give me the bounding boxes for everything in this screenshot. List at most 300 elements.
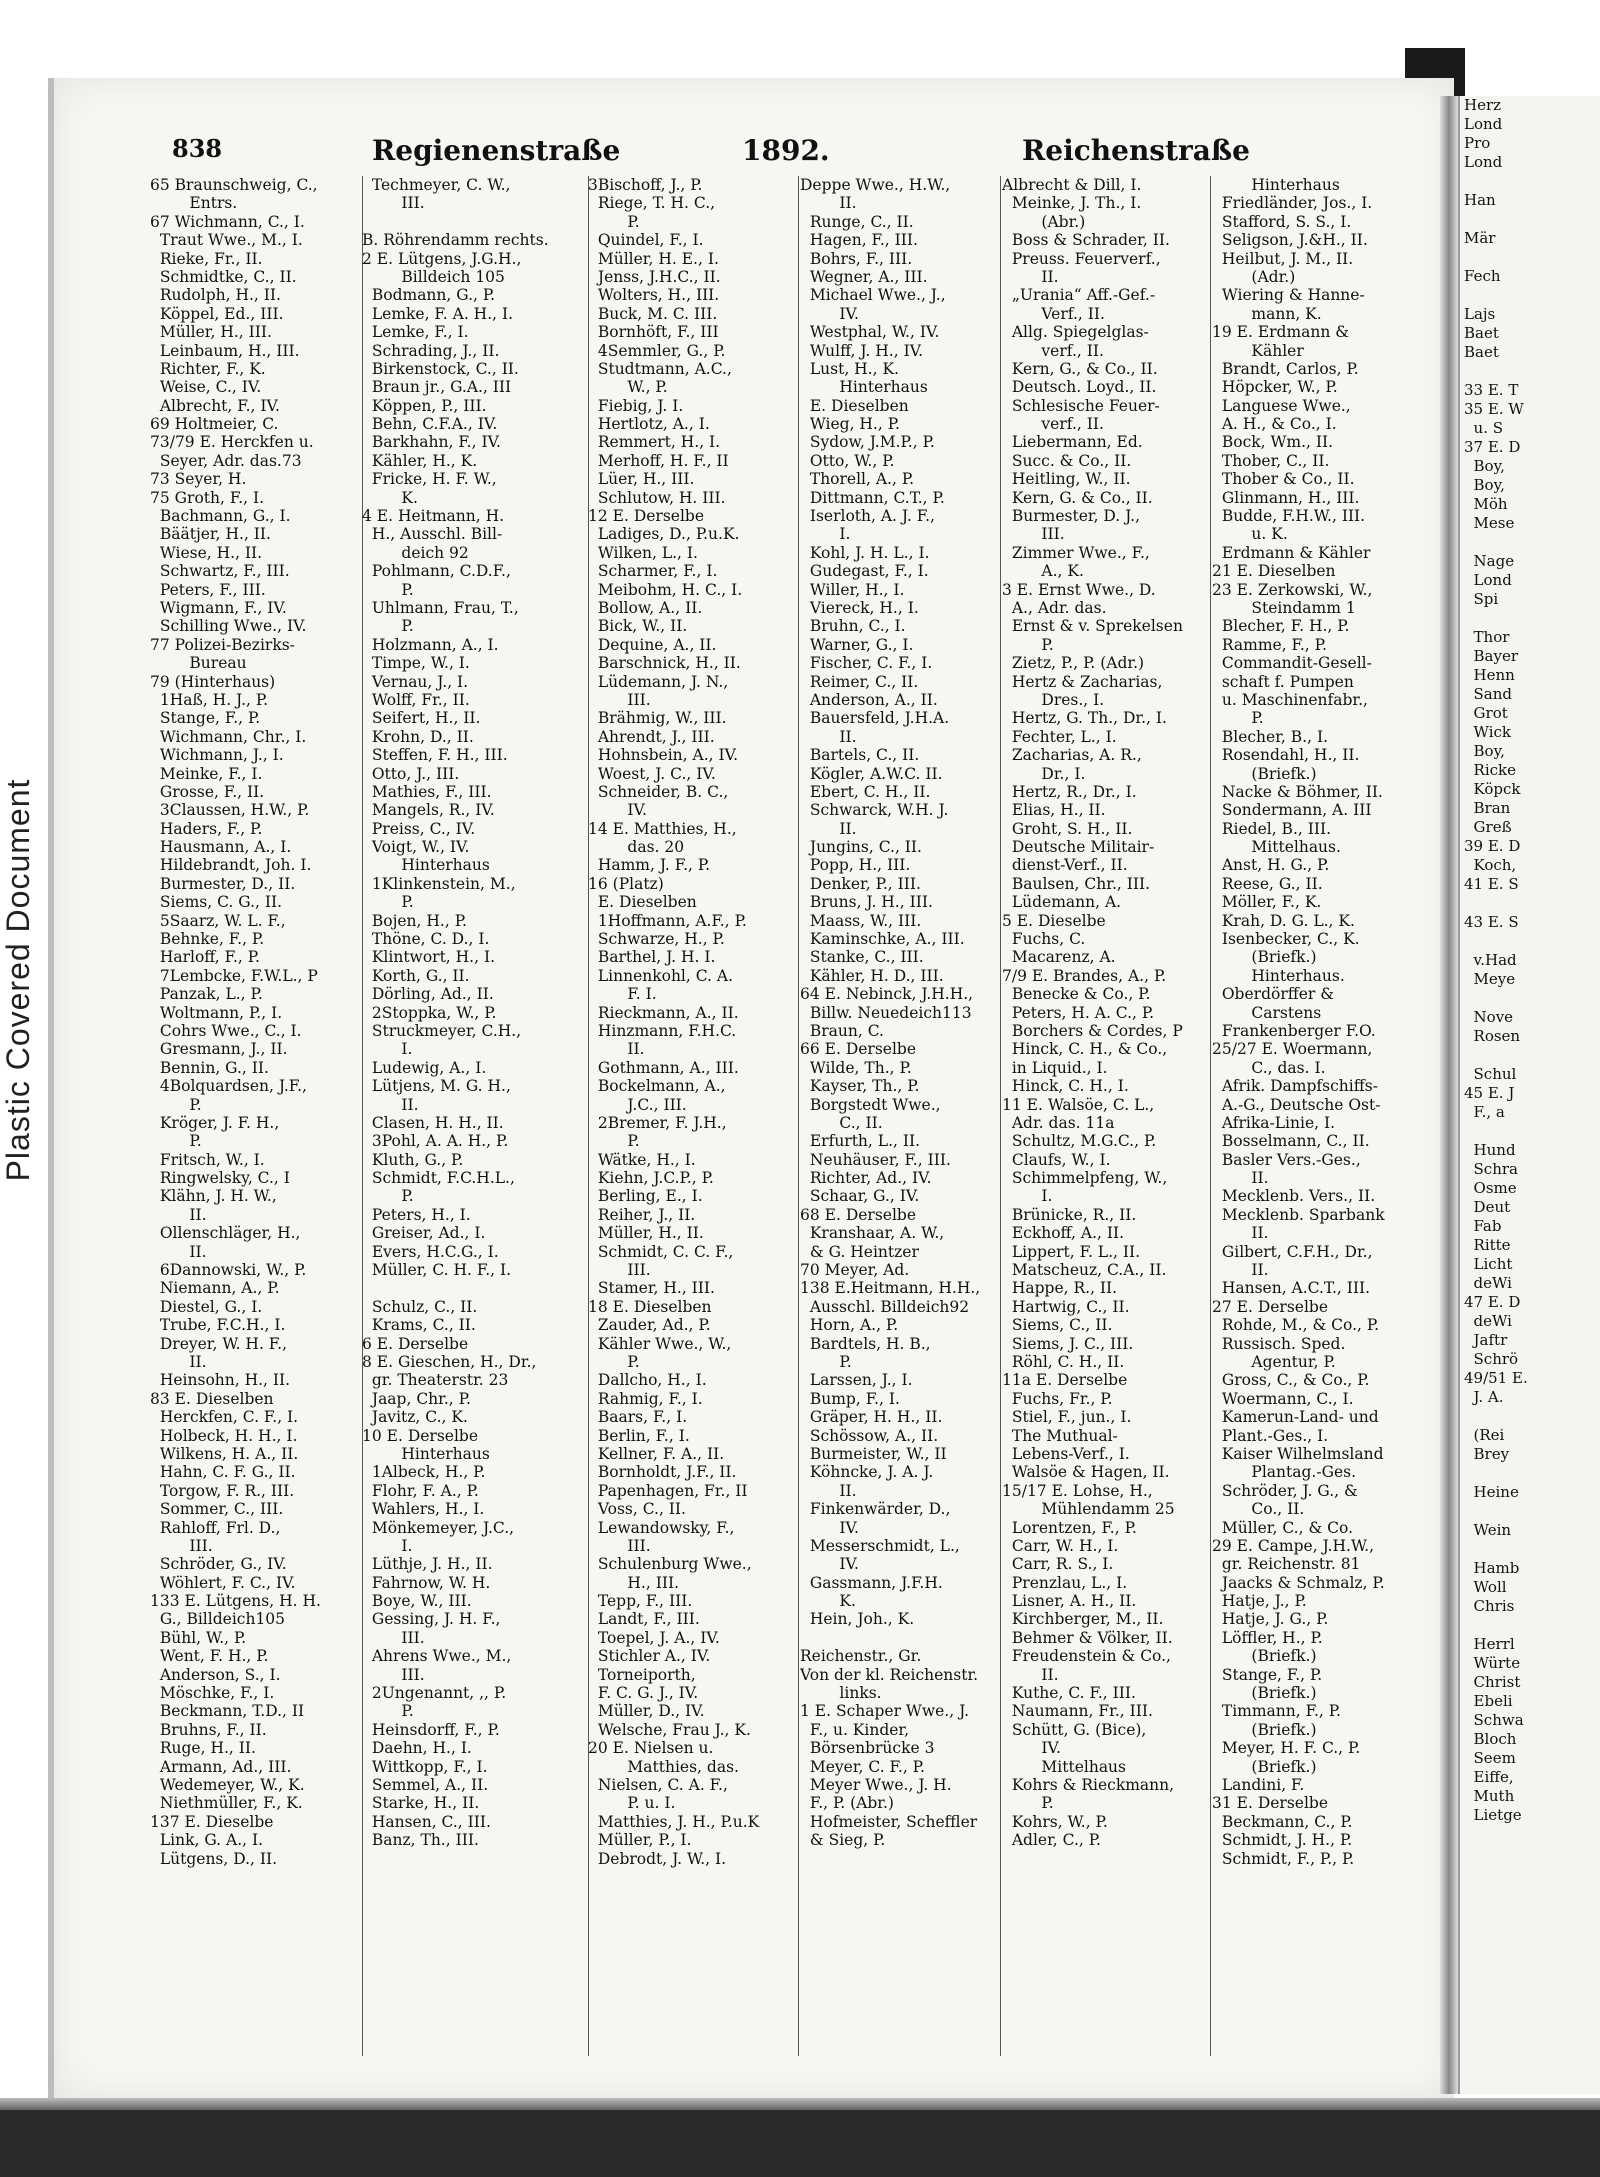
- directory-entry: Meibohm, H. C., I.: [588, 580, 743, 599]
- directory-entry: Hofmeister, Scheffler: [800, 1812, 978, 1831]
- directory-entry: Peters, F., III.: [150, 580, 266, 599]
- directory-entry: Börsenbrücke 3: [800, 1739, 935, 1758]
- next-page-fragment: Ritte: [1464, 1236, 1511, 1254]
- next-page-fragment: Möh: [1464, 495, 1508, 513]
- directory-entry: Wahlers, H., I.: [362, 1500, 485, 1519]
- next-page-fragment: Pro: [1464, 134, 1491, 152]
- directory-entry: Kohrs & Rieckmann,: [1002, 1775, 1175, 1794]
- next-page-fragment: 33 E. T: [1464, 381, 1519, 399]
- directory-entry: Hinck, C. H., I.: [1002, 1077, 1129, 1096]
- directory-entry: Hartwig, C., II.: [1002, 1297, 1130, 1316]
- directory-entry: J.C., III.: [588, 1095, 687, 1114]
- directory-entry: Elias, H., II.: [1002, 801, 1106, 820]
- directory-entry: Boye, W., III.: [362, 1592, 472, 1611]
- directory-entry: 18 E. Dieselben: [588, 1297, 712, 1316]
- directory-entry: Stiel, F., jun., I.: [1002, 1408, 1132, 1427]
- page-header: [172, 134, 1432, 174]
- directory-entry: Kaiser Wilhelmsland: [1212, 1444, 1384, 1463]
- directory-entry: Bureau: [150, 654, 247, 673]
- next-page-fragment: [1460, 1407, 1600, 1426]
- directory-entry: Braun, C.: [800, 1021, 884, 1040]
- directory-entry: Wigmann, F., IV.: [150, 598, 287, 617]
- directory-entry: Kirchberger, M., II.: [1002, 1610, 1164, 1629]
- directory-entry: 29 E. Campe, J.H.W.,: [1212, 1536, 1375, 1555]
- directory-entry: Schlutow, H. III.: [588, 488, 726, 507]
- next-page-fragment: Wein: [1464, 1521, 1512, 1539]
- directory-entry: K.: [800, 1592, 856, 1611]
- directory-entry: I.: [1002, 1187, 1053, 1206]
- directory-entry: Müller, C. H. F., I.: [362, 1261, 512, 1280]
- directory-entry: [362, 1279, 587, 1297]
- street-heading-left: Regienenstraße: [372, 134, 621, 167]
- directory-entry: Bennin, G., II.: [150, 1058, 269, 1077]
- directory-entry: Schmidt, C. C. F.,: [588, 1242, 734, 1261]
- directory-column-2: [362, 176, 587, 2086]
- directory-entry: IV.: [800, 1555, 859, 1574]
- directory-entry: Hansen, A.C.T., III.: [1212, 1279, 1371, 1298]
- directory-entry: 75 Groth, F., I.: [150, 488, 265, 507]
- directory-entry: Hinterhaus: [362, 1444, 490, 1463]
- next-page-fragment: Boy,: [1464, 742, 1505, 760]
- directory-entry: The Muthual-: [1002, 1426, 1118, 1445]
- directory-entry: Riedel, B., III.: [1212, 819, 1332, 838]
- directory-entry: in Liquid., I.: [1002, 1058, 1108, 1077]
- scan-background-top: [0, 0, 1600, 40]
- directory-entry: Kähler Wwe., W.,: [588, 1334, 732, 1353]
- directory-entry: 14 E. Matthies, H.,: [588, 819, 737, 838]
- directory-entry: 4Bolquardsen, J.F.,: [150, 1077, 307, 1096]
- directory-entry: Zauder, Ad., P.: [588, 1316, 711, 1335]
- directory-entry: Popp, H., III.: [800, 856, 911, 875]
- directory-entry: Haders, F., P.: [150, 819, 263, 838]
- directory-entry: Freudenstein & Co.,: [1002, 1647, 1171, 1666]
- directory-entry: Allg. Spiegelglas-: [1002, 323, 1149, 342]
- directory-entry: Deutsche Militair-: [1002, 838, 1155, 857]
- directory-entry: Gresmann, J., II.: [150, 1040, 288, 1059]
- next-page-fragment: [1460, 286, 1600, 305]
- directory-entry: Ramme, F., P.: [1212, 635, 1327, 654]
- directory-entry: u. K.: [1212, 525, 1288, 544]
- directory-entry: Messerschmidt, L.,: [800, 1536, 960, 1555]
- next-page-fragment: Hamb: [1464, 1559, 1520, 1577]
- directory-entry: 1Hoffmann, A.F., P.: [588, 911, 747, 930]
- directory-entry: Nacke & Böhmer, II.: [1212, 782, 1383, 801]
- directory-entry: Wätke, H., I.: [588, 1150, 696, 1169]
- directory-entry: Lewandowsky, F.,: [588, 1518, 735, 1537]
- directory-entry: Bühl, W., P.: [150, 1628, 247, 1647]
- directory-entry: Dequine, A., II.: [588, 635, 717, 654]
- directory-entry: Hein, Joh., K.: [800, 1610, 915, 1629]
- directory-entry: 6Dannowski, W., P.: [150, 1261, 307, 1280]
- directory-entry: P.: [800, 1353, 852, 1371]
- directory-entry: (Adr.): [1212, 267, 1296, 286]
- directory-entry: 2Stoppka, W., P.: [362, 1003, 497, 1022]
- directory-entry: Rudolph, H., II.: [150, 286, 281, 305]
- directory-entry: Erfurth, L., II.: [800, 1132, 921, 1151]
- directory-entry: Hertz, G. Th., Dr., I.: [1002, 709, 1167, 728]
- directory-entry: Deppe Wwe., H.W.,: [800, 176, 951, 194]
- directory-entry: Larssen, J., I.: [800, 1371, 913, 1390]
- directory-entry: Isenbecker, C., K.: [1212, 930, 1360, 949]
- directory-entry: Schröder, J. G., &: [1212, 1481, 1358, 1500]
- directory-entry: Röhl, C. H., II.: [1002, 1353, 1125, 1371]
- directory-entry: 3Claussen, H.W., P.: [150, 801, 310, 820]
- directory-entry: C., das. I.: [1212, 1058, 1326, 1077]
- directory-entry: F. I.: [588, 985, 657, 1004]
- directory-entry: Bruns, J. H., III.: [800, 893, 933, 912]
- directory-entry: Albrecht & Dill, I.: [1002, 176, 1142, 194]
- directory-entry: E. Dieselben: [588, 893, 697, 912]
- directory-entry: Niemann, A., P.: [150, 1279, 280, 1298]
- directory-entry: Hagen, F., III.: [800, 231, 918, 250]
- directory-entry: Voss, C., II.: [588, 1500, 686, 1519]
- directory-entry: 19 E. Erdmann &: [1212, 323, 1350, 342]
- directory-entry: Bornholdt, J.F., II.: [588, 1463, 737, 1482]
- directory-entry: Fiebig, J. I.: [588, 396, 684, 415]
- next-page-fragment: Eiffe,: [1464, 1768, 1514, 1786]
- directory-entry: Wolters, H., III.: [588, 286, 720, 305]
- directory-entry: Lebens-Verf., I.: [1002, 1444, 1130, 1463]
- next-page-fragment: Wick: [1464, 723, 1511, 741]
- next-page-fragment: [1460, 894, 1600, 913]
- next-page-fragment: Brey: [1464, 1445, 1510, 1463]
- page-gutter: [1440, 96, 1458, 2094]
- directory-entry: 10 E. Derselbe: [362, 1426, 479, 1445]
- next-page-fragment: 45 E. J: [1464, 1084, 1515, 1102]
- directory-entry: Hinterhaus: [1212, 176, 1340, 194]
- directory-entry: Siems, C., II.: [1002, 1316, 1113, 1335]
- next-page-fragment: Lajs: [1464, 305, 1496, 323]
- directory-entry: II.: [362, 1095, 419, 1114]
- directory-entry: Woest, J. C., IV.: [588, 764, 716, 783]
- directory-entry: Schulz, C., II.: [362, 1297, 478, 1316]
- directory-entry: 23 E. Zerkowski, W.,: [1212, 580, 1373, 599]
- directory-entry: Kohrs, W., P.: [1002, 1812, 1108, 1831]
- directory-entry: Friedländer, Jos., I.: [1212, 194, 1373, 213]
- directory-entry: A. H., & Co., I.: [1212, 415, 1337, 434]
- directory-entry: 25/27 E. Woermann,: [1212, 1040, 1373, 1059]
- directory-entry: Hohnsbein, A., IV.: [588, 746, 739, 765]
- next-page-fragment: Han: [1464, 191, 1496, 209]
- directory-entry: Iserloth, A. J. F.,: [800, 507, 935, 526]
- next-page-fragment: [1460, 1046, 1600, 1065]
- directory-entry: Meyer, C. F., P.: [800, 1757, 925, 1776]
- directory-entry: Lüthje, J. H., II.: [362, 1555, 493, 1574]
- directory-entry: Hertz & Zacharias,: [1002, 672, 1163, 691]
- directory-entry: P.: [588, 1353, 640, 1371]
- directory-entry: Burmester, D., II.: [150, 874, 296, 893]
- directory-entry: Kranshaar, A. W.,: [800, 1224, 945, 1243]
- directory-entry: Erdmann & Kähler: [1212, 543, 1371, 562]
- directory-entry: Lütgens, D., II.: [150, 1849, 278, 1868]
- next-page-fragment: Rosen: [1464, 1027, 1521, 1045]
- next-page-fragment: 39 E. D: [1464, 837, 1521, 855]
- directory-entry: Klintwort, H., I.: [362, 948, 495, 967]
- directory-entry: Glinmann, H., III.: [1212, 488, 1360, 507]
- directory-entry: Michael Wwe., J.,: [800, 286, 946, 305]
- directory-entry: Welsche, Frau J., K.: [588, 1720, 751, 1739]
- directory-entry: Schrading, J., II.: [362, 341, 500, 360]
- next-page-fragment: 41 E. S: [1464, 875, 1519, 893]
- directory-entry: Barschnick, H., II.: [588, 654, 741, 673]
- directory-entry: Siems, J. C., III.: [1002, 1334, 1134, 1353]
- directory-entry: Wedemeyer, W., K.: [150, 1775, 305, 1794]
- directory-entry: Krah, D. G. L., K.: [1212, 911, 1355, 930]
- directory-entry: Beckmann, C., P.: [1212, 1812, 1353, 1831]
- directory-entry: II.: [800, 819, 857, 838]
- directory-entry: u. Maschinenfabr.,: [1212, 690, 1368, 709]
- directory-entry: III.: [588, 690, 651, 709]
- side-label: Plastic Covered Document: [0, 778, 36, 1182]
- directory-entry: 138 E.Heitmann, H.H.,: [800, 1279, 981, 1298]
- directory-entry: Schlesische Feuer-: [1002, 396, 1160, 415]
- directory-entry: 7Lembcke, F.W.L., P: [150, 966, 318, 985]
- next-page-fragment: 43 E. S: [1464, 913, 1519, 931]
- directory-entry: H., Ausschl. Bill-: [362, 525, 503, 544]
- directory-entry: 4 E. Heitmann, H.: [362, 507, 505, 526]
- directory-entry: Burmeister, W., II: [800, 1444, 947, 1463]
- directory-entry: Kiehn, J.C.P., P.: [588, 1169, 714, 1188]
- directory-entry: II.: [1212, 1169, 1269, 1188]
- directory-entry: mann, K.: [1212, 304, 1322, 323]
- directory-entry: F., u. Kinder,: [800, 1720, 910, 1739]
- next-page-fragment: [1460, 533, 1600, 552]
- directory-entry: verf., II.: [1002, 341, 1104, 360]
- directory-entry: Korth, G., II.: [362, 966, 470, 985]
- directory-entry: Mittelhaus: [1002, 1757, 1126, 1776]
- directory-entry: Adr. das. 11a: [1002, 1113, 1115, 1132]
- directory-entry: Maass, W., III.: [800, 911, 922, 930]
- directory-entry: Rieckmann, A., II.: [588, 1003, 739, 1022]
- directory-entry: Hinzmann, F.H.C.: [588, 1021, 737, 1040]
- directory-entry: 133 E. Lütgens, H. H.: [150, 1592, 321, 1611]
- next-page-fragment: 49/51 E.: [1464, 1369, 1528, 1387]
- directory-column-6: [1212, 176, 1440, 2086]
- directory-entry: 16 (Platz): [588, 874, 664, 893]
- directory-entry: Reimer, C., II.: [800, 672, 919, 691]
- next-page-fragment: Christ: [1464, 1673, 1521, 1691]
- directory-entry: Brandt, Carlos, P.: [1212, 359, 1359, 378]
- directory-entry: Steindamm 1: [1212, 598, 1356, 617]
- directory-entry: Clasen, H. H., II.: [362, 1113, 504, 1132]
- directory-entry: (Briefk.): [1212, 948, 1317, 967]
- next-page-fragment: Seem: [1464, 1749, 1516, 1767]
- directory-entry: Billw. Neuedeich113: [800, 1003, 972, 1022]
- directory-entry: A., Adr. das.: [1002, 598, 1107, 617]
- directory-entry: Billdeich 105: [362, 267, 505, 286]
- directory-entry: 137 E. Dieselbe: [150, 1812, 274, 1831]
- directory-entry: 4Semmler, G., P.: [588, 341, 726, 360]
- next-page-fragment: Deut: [1464, 1198, 1511, 1216]
- directory-entry: Lemke, F., I.: [362, 323, 469, 342]
- directory-entry: II.: [800, 727, 857, 746]
- directory-entry: P.: [362, 1187, 414, 1206]
- next-page-fragment: Baet: [1464, 343, 1499, 361]
- directory-entry: Prenzlau, L., I.: [1002, 1573, 1128, 1592]
- directory-entry: Mathies, F., III.: [362, 782, 492, 801]
- directory-entry: II.: [1002, 1665, 1059, 1684]
- directory-entry: Gothmann, A., III.: [588, 1058, 739, 1077]
- directory-entry: Commandit-Gesell-: [1212, 654, 1372, 673]
- directory-entry: Schultz, M.G.C., P.: [1002, 1132, 1157, 1151]
- next-page-fragment: Henn: [1464, 666, 1515, 684]
- directory-entry: Bump, F., I.: [800, 1389, 900, 1408]
- directory-entry: Meinke, F., I.: [150, 764, 263, 783]
- directory-entry: Matthies, das.: [588, 1757, 739, 1776]
- directory-entry: III.: [588, 1536, 651, 1555]
- directory-entry: Ruge, H., II.: [150, 1739, 256, 1758]
- directory-entry: Behn, C.F.A., IV.: [362, 415, 498, 434]
- directory-entry: Cohrs Wwe., C., I.: [150, 1021, 302, 1040]
- next-page-fragment: J. A.: [1464, 1388, 1504, 1406]
- next-page-fragment: Lietge: [1464, 1806, 1522, 1824]
- directory-entry: Nielsen, C. A. F.,: [588, 1775, 728, 1794]
- directory-column-5: [1002, 176, 1210, 2086]
- directory-entry: Albrecht, F., IV.: [150, 396, 280, 415]
- directory-entry: Armann, Ad., III.: [150, 1757, 292, 1776]
- next-page-fragment: Muth: [1464, 1787, 1515, 1805]
- directory-entry: 67 Wichmann, C., I.: [150, 212, 305, 231]
- directory-entry: 31 E. Derselbe: [1212, 1794, 1329, 1813]
- next-page-fragment: Heine: [1464, 1483, 1519, 1501]
- directory-entry: W., P.: [588, 378, 668, 397]
- next-page-fragment: 37 E. D: [1464, 438, 1521, 456]
- next-page-fragment: [1460, 989, 1600, 1008]
- directory-entry: Javitz, C., K.: [362, 1408, 468, 1427]
- directory-entry: I.: [362, 1040, 413, 1059]
- directory-entry: Remmert, H., I.: [588, 433, 721, 452]
- directory-entry: Bruhns, F., II.: [150, 1720, 267, 1739]
- directory-entry: Ladiges, D., P.u.K.: [588, 525, 740, 544]
- directory-entry: Thorell, A., P.: [800, 470, 915, 489]
- directory-entry: Hildebrandt, Joh. I.: [150, 856, 312, 875]
- directory-entry: B. Röhrendamm rechts.: [362, 231, 549, 250]
- directory-entry: Thober, C., II.: [1212, 451, 1330, 470]
- directory-entry: Gassmann, J.F.H.: [800, 1573, 943, 1592]
- directory-entry: Hatje, J., P.: [1212, 1592, 1307, 1611]
- next-page-fragment: Mär: [1464, 229, 1496, 247]
- directory-entry: Gudegast, F., I.: [800, 562, 929, 581]
- directory-entry: Weise, C., IV.: [150, 378, 262, 397]
- directory-entry: Wulff, J. H., IV.: [800, 341, 924, 360]
- directory-entry: Rieke, Fr., II.: [150, 249, 263, 268]
- next-page-fragment: Herrl: [1464, 1635, 1515, 1653]
- directory-entry: Mecklenb. Vers., II.: [1212, 1187, 1376, 1206]
- directory-entry: Fuchs, C.: [1002, 930, 1086, 949]
- directory-entry: 77 Polizei-Bezirks-: [150, 635, 295, 654]
- directory-entry: IV.: [800, 304, 859, 323]
- directory-entry: Mecklenb. Sparbank: [1212, 1205, 1385, 1224]
- directory-entry: II.: [800, 1481, 857, 1500]
- directory-entry: 5Saarz, W. L. F.,: [150, 911, 286, 930]
- directory-entry: Budde, F.H.W., III.: [1212, 507, 1366, 526]
- directory-entry: Languese Wwe.,: [1212, 396, 1351, 415]
- directory-entry: Ernst & v. Sprekelsen: [1002, 617, 1183, 636]
- directory-entry: Krams, C., II.: [362, 1316, 476, 1335]
- directory-entry: Meyer, H. F. C., P.: [1212, 1739, 1361, 1758]
- directory-entry: Kern, G., & Co., II.: [1002, 359, 1158, 378]
- directory-entry: Müller, D., IV.: [588, 1702, 705, 1721]
- next-page-fragment: Schul: [1464, 1065, 1517, 1083]
- directory-entry: Müller, H., II.: [588, 1224, 704, 1243]
- directory-entry: Wilken, L., I.: [588, 543, 698, 562]
- directory-entry: Holzmann, A., I.: [362, 635, 499, 654]
- directory-entry: Berling, E., I.: [588, 1187, 703, 1206]
- directory-entry: Matthies, J. H., P.u.K: [588, 1812, 760, 1831]
- directory-entry: Wiering & Hanne-: [1212, 286, 1365, 305]
- directory-entry: Dres., I.: [1002, 690, 1105, 709]
- directory-entry: Sydow, J.M.P., P.: [800, 433, 935, 452]
- next-page-fragment: Grot: [1464, 704, 1508, 722]
- directory-entry: Jenss, J.H.C., II.: [588, 267, 721, 286]
- directory-entry: „Urania“ Aff.-Gef.-: [1002, 286, 1156, 305]
- next-page-fragment: Bayer: [1464, 647, 1519, 665]
- directory-entry: Bachmann, G., I.: [150, 507, 291, 526]
- next-page-fragment: v.Had: [1464, 951, 1517, 969]
- directory-entry: Kluth, G., P.: [362, 1150, 464, 1169]
- directory-entry: Ollenschläger, H.,: [150, 1224, 301, 1243]
- directory-entry: Reichenstr., Gr.: [800, 1647, 922, 1666]
- directory-entry: Uhlmann, Frau, T.,: [362, 598, 519, 617]
- directory-entry: 83 E. Dieselben: [150, 1389, 274, 1408]
- directory-entry: Schwarck, W.H. J.: [800, 801, 949, 820]
- directory-entry: Gessing, J. H. F.,: [362, 1610, 501, 1629]
- directory-entry: Kähler: [1212, 341, 1304, 360]
- directory-entry: Müller, P., I.: [588, 1831, 692, 1850]
- directory-entry: Rahloff, Frl. D.,: [150, 1518, 281, 1537]
- directory-entry: Afrik. Dampfschiffs-: [1212, 1077, 1378, 1096]
- directory-entry: II.: [150, 1205, 207, 1224]
- directory-entry: Richter, F., K.: [150, 359, 266, 378]
- directory-entry: 69 Holtmeier, C.: [150, 415, 279, 434]
- directory-entry: Jungins, C., II.: [800, 838, 922, 857]
- directory-entry: verf., II.: [1002, 415, 1104, 434]
- next-page-fragment: Mese: [1464, 514, 1515, 532]
- directory-entry: 8 E. Gieschen, H., Dr.,: [362, 1353, 537, 1371]
- directory-entry: Gilbert, C.F.H., Dr.,: [1212, 1242, 1373, 1261]
- directory-entry: Wichmann, J., I.: [150, 746, 284, 765]
- directory-entry: Bartels, C., II.: [800, 746, 920, 765]
- next-page-fragment: Baet: [1464, 324, 1499, 342]
- next-page-fragment: Köpck: [1464, 780, 1521, 798]
- directory-entry: Richter, Ad., IV.: [800, 1169, 932, 1188]
- directory-entry: Evers, H.C.G., I.: [362, 1242, 499, 1261]
- directory-entry: Fritsch, W., I.: [150, 1150, 265, 1169]
- directory-entry: Baulsen, Chr., III.: [1002, 874, 1151, 893]
- directory-entry: Siems, C. G., II.: [150, 893, 283, 912]
- directory-entry: Lüdemann, A.: [1002, 893, 1122, 912]
- directory-entry: Lütjens, M. G. H.,: [362, 1077, 511, 1096]
- next-page-fragment: Jaftr: [1464, 1331, 1508, 1349]
- directory-entry: Schmidt, F., P., P.: [1212, 1849, 1355, 1868]
- directory-entry: links.: [800, 1684, 882, 1703]
- directory-entry: Zietz, P., P. (Adr.): [1002, 654, 1145, 673]
- directory-entry: Traut Wwe., M., I.: [150, 231, 303, 250]
- next-page-fragment: [1460, 609, 1600, 628]
- next-page-fragment: Licht: [1464, 1255, 1513, 1273]
- street-heading-right: Reichenstraße: [1022, 134, 1250, 167]
- directory-entry: Link, G. A., I.: [150, 1831, 264, 1850]
- next-page-fragment: Thor: [1464, 628, 1510, 646]
- directory-entry: Liebermann, Ed.: [1002, 433, 1143, 452]
- directory-entry: Adler, C., P.: [1002, 1831, 1101, 1850]
- next-page-fragment: [1460, 1122, 1600, 1141]
- directory-entry: Semmel, A., II.: [362, 1775, 489, 1794]
- directory-entry: Preiss, C., IV.: [362, 819, 476, 838]
- next-page-fragment: [1460, 172, 1600, 191]
- directory-entry: Toepel, J. A., IV.: [588, 1628, 720, 1647]
- directory-entry: Frankenberger F.O.: [1212, 1021, 1376, 1040]
